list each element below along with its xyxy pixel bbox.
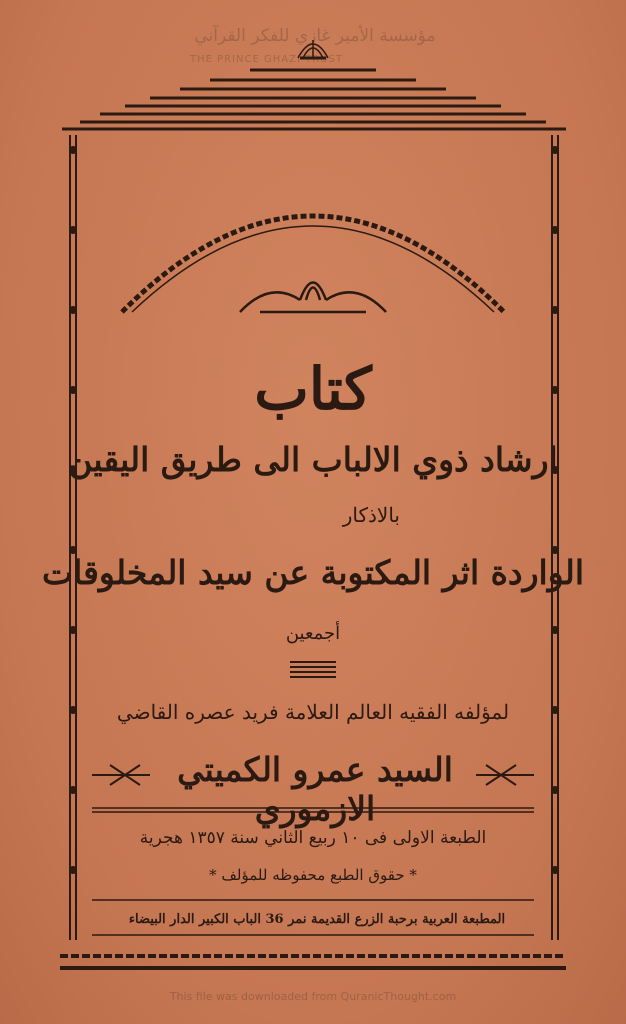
download-watermark: This file was downloaded from QuranicThought.com [169, 990, 457, 1003]
arch-garland-ornament [122, 216, 504, 312]
separator-bars [290, 662, 336, 677]
stepped-roof-ornament [62, 58, 566, 129]
edition-line: الطبعة الاولى فى ١٠ ربيع الثاني سنة ١٣٥٧ هجرية [139, 828, 487, 848]
right-border-column [552, 135, 558, 940]
bottom-base-ornament [60, 956, 566, 968]
library-stamp-arabic: مؤسسة الأمير غازي للفكر القرآني [194, 26, 436, 46]
press-line: المطبعة العربية برحبة الزرع القديمة نمر 36 الباب الكبير الدار البيضاء [128, 912, 506, 927]
cover-title-line3: الواردة اثر المكتوبة عن سيد المخلوقات [42, 553, 584, 592]
author-intro: لمؤلفه الفقيه العالم العلامة فريد عصره القاضي [116, 700, 510, 724]
cover-title-line2: بالاذكار [342, 503, 400, 527]
author-name: السيد عمرو الكميتي الازموري [177, 750, 453, 828]
cover-kitab-heading: كتاب [254, 355, 372, 423]
library-stamp-english: THE PRINCE GHAZI TRUST [190, 54, 343, 65]
author-flourish-left [92, 765, 150, 785]
rights-line: * حقوق الطبع محفوظه للمؤلف * [209, 866, 417, 884]
center-fleuron-ornament [240, 283, 386, 313]
cover-title-line1: ارشاد ذوي الالباب الى طريق اليقين [68, 440, 558, 479]
left-border-column [70, 135, 76, 940]
cover-title-line4: أجمعين [285, 623, 341, 644]
author-flourish-right [476, 765, 534, 785]
